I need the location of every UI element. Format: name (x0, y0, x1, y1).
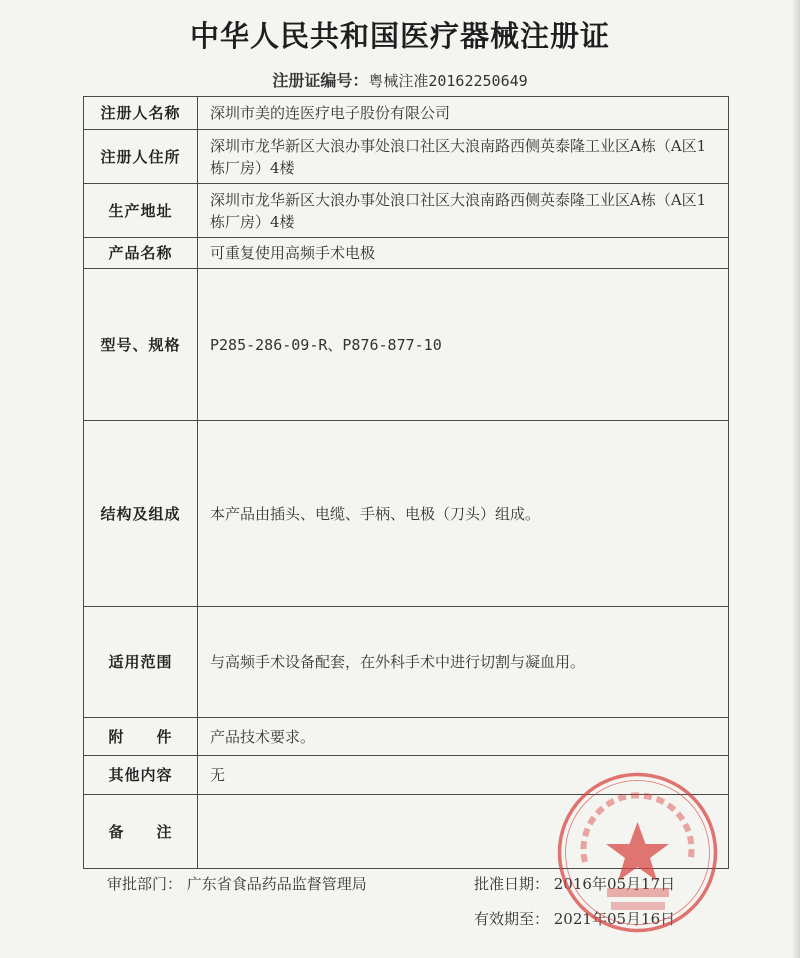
row-value: 无 (198, 756, 729, 795)
table-row (84, 421, 729, 607)
row-value: 产品技术要求。 (198, 718, 729, 756)
page-title: 中华人民共和国医疗器械注册证 (189, 19, 610, 53)
model-spec-text: P285-286-09-R、P876-877-10 (210, 335, 442, 354)
certificate-number (0, 68, 800, 91)
table-row (84, 238, 729, 269)
certificate-number-value: 粤械注准20162250649 (368, 72, 528, 90)
row-label: 结构及组成 (84, 421, 198, 607)
registration-table (83, 96, 729, 869)
page-edge (792, 0, 800, 958)
row-label: 注册人名称 (84, 97, 198, 130)
seal-star (606, 822, 669, 881)
row-label: 注册人住所 (84, 130, 198, 184)
row-label: 型号、规格 (84, 269, 198, 421)
row-label: 附 件 (84, 718, 198, 756)
table-row (84, 607, 729, 718)
row-label: 产品名称 (84, 238, 198, 269)
row-value: 本产品由插头、电缆、手柄、电极（刀头）组成。 (198, 421, 729, 607)
row-label: 适用范围 (84, 607, 198, 718)
official-seal (555, 770, 720, 935)
row-value: 深圳市美的连医疗电子股份有限公司 (198, 97, 729, 130)
approval-authority: 审批部门： 广东省食品药品监督管理局 (107, 875, 367, 893)
row-label: 备 注 (84, 795, 198, 869)
certificate-number-label: 注册证编号： (272, 71, 369, 90)
row-value: 深圳市龙华新区大浪办事处浪口社区大浪南路西侧英泰隆工业区A栋（A区1栋厂房）4楼 (198, 130, 729, 184)
approval-date: 批准日期： 2016年05月17日 (474, 875, 676, 893)
row-label: 生产地址 (84, 184, 198, 238)
row-value (198, 269, 729, 421)
table-row (84, 718, 729, 756)
table-row (84, 269, 729, 421)
row-value: 可重复使用高频手术电极 (198, 238, 729, 269)
table-row (84, 130, 729, 184)
row-value: 与高频手术设备配套，在外科手术中进行切割与凝血用。 (198, 607, 729, 718)
row-value: 深圳市龙华新区大浪办事处浪口社区大浪南路西侧英泰隆工业区A栋（A区1栋厂房）4楼 (198, 184, 729, 238)
table-row (84, 97, 729, 130)
row-label: 其他内容 (84, 756, 198, 795)
valid-until: 有效期至： 2021年05月16日 (474, 910, 676, 928)
table-row (84, 184, 729, 238)
